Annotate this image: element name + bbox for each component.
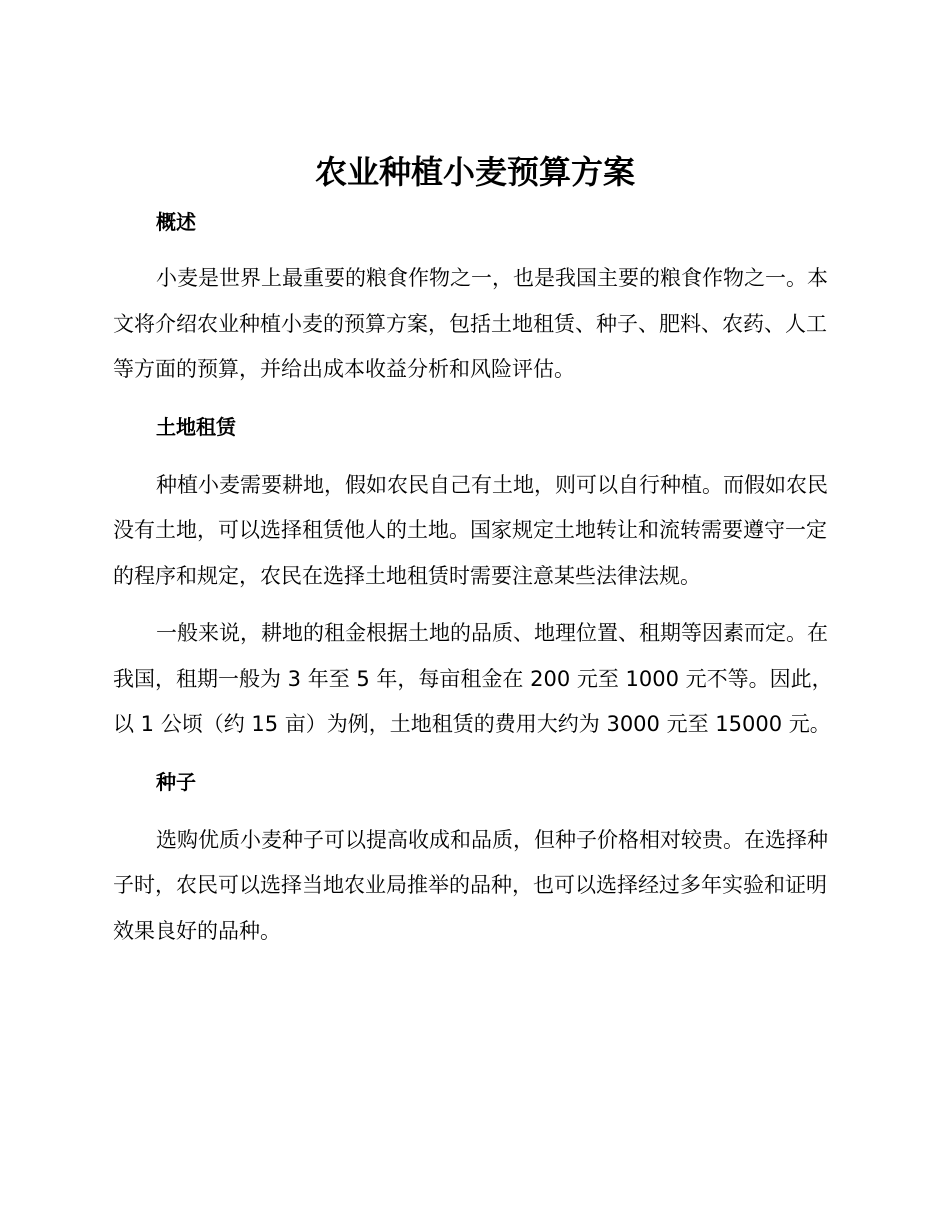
- paragraph-overview: 小麦是世界上最重要的粮食作物之一，也是我国主要的粮食作物之一。本文将介绍农业种植小麦的预算方案，包括土地租赁、种子、肥料、农药、人工等方面的预算，并给出成本收益分析和风险评估。: [113, 266, 828, 381]
- section-heading-land-lease: 土地租赁: [156, 414, 236, 439]
- section-heading-overview: 概述: [156, 210, 196, 234]
- paragraph-seeds: 选购优质小麦种子可以提高收成和品质，但种子价格相对较贵。在选择种子时，农民可以选择当地农业局推举的品种，也可以选择经过多年实验和证明效果良好的品种。: [113, 827, 828, 943]
- paragraph-land-lease-2: 一般来说，耕地的租金根据土地的品质、地理位置、租期等因素而定。在我国，租期一般为 3 年至 5 年，每亩租金在 200 元至 1000 元不等。因此，以 1 公顷（约 15 亩）为例，土地租赁的费用大约为 3000 元至 15000 元。: [113, 621, 833, 736]
- document-body: [113, 200, 835, 954]
- paragraph-land-lease-1: 种植小麦需要耕地，假如农民自己有土地，则可以自行种植。而假如农民没有土地，可以选择租赁他人的土地。国家规定土地转让和流转需要遵守一定的程序和规定，农民在选择土地租赁时需要注意某些法律法规。: [113, 472, 828, 588]
- document-title: 农业种植小麦预算方案: [314, 153, 635, 191]
- section-heading-seeds: 种子: [156, 769, 196, 794]
